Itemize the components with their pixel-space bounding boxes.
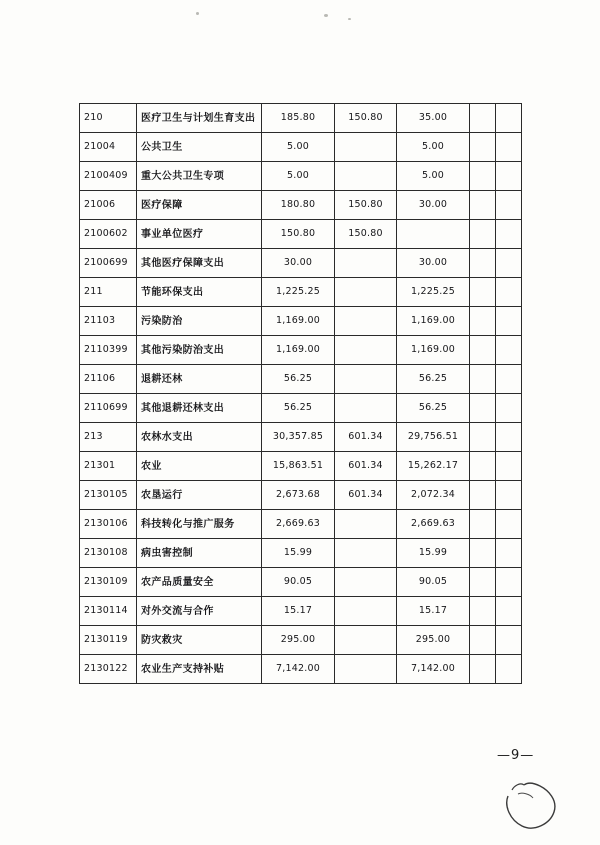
cell-value-total: 295.00 [262, 626, 335, 655]
cell-code: 2130122 [80, 655, 137, 684]
cell-value-project: 7,142.00 [397, 655, 470, 684]
cell-code: 2130108 [80, 539, 137, 568]
cell-code: 2100699 [80, 249, 137, 278]
cell-value-project: 1,225.25 [397, 278, 470, 307]
cell-value-project: 35.00 [397, 104, 470, 133]
cell-value-total: 1,169.00 [262, 336, 335, 365]
cell-name: 重大公共卫生专项 [137, 162, 262, 191]
cell-value-project: 29,756.51 [397, 423, 470, 452]
cell-extra-1 [470, 249, 496, 278]
cell-value-project [397, 220, 470, 249]
cell-extra-1 [470, 481, 496, 510]
cell-extra-2 [496, 336, 522, 365]
cell-name: 退耕还林 [137, 365, 262, 394]
cell-extra-2 [496, 655, 522, 684]
cell-name: 科技转化与推广服务 [137, 510, 262, 539]
cell-value-total: 150.80 [262, 220, 335, 249]
cell-extra-2 [496, 394, 522, 423]
cell-extra-2 [496, 539, 522, 568]
cell-value-basic [335, 307, 397, 336]
scan-speckle [196, 12, 199, 15]
cell-value-project: 56.25 [397, 365, 470, 394]
cell-extra-2 [496, 162, 522, 191]
cell-extra-1 [470, 365, 496, 394]
table-row [80, 133, 522, 162]
table-row [80, 655, 522, 684]
cell-extra-2 [496, 278, 522, 307]
cell-extra-1 [470, 133, 496, 162]
cell-value-basic [335, 655, 397, 684]
cell-value-total: 180.80 [262, 191, 335, 220]
cell-value-total: 30.00 [262, 249, 335, 278]
cell-name: 对外交流与合作 [137, 597, 262, 626]
cell-name: 医疗卫生与计划生育支出 [137, 104, 262, 133]
cell-code: 2130114 [80, 597, 137, 626]
cell-code: 21004 [80, 133, 137, 162]
scan-speckle [324, 14, 328, 17]
cell-extra-1 [470, 278, 496, 307]
cell-extra-1 [470, 452, 496, 481]
cell-extra-2 [496, 104, 522, 133]
cell-name: 农业生产支持补贴 [137, 655, 262, 684]
cell-value-project: 90.05 [397, 568, 470, 597]
budget-table-container [79, 103, 521, 684]
cell-value-total: 90.05 [262, 568, 335, 597]
cell-value-project: 5.00 [397, 133, 470, 162]
cell-value-project: 15.17 [397, 597, 470, 626]
cell-code: 21103 [80, 307, 137, 336]
cell-value-total: 30,357.85 [262, 423, 335, 452]
cell-value-total: 56.25 [262, 365, 335, 394]
cell-value-basic [335, 162, 397, 191]
table-row [80, 104, 522, 133]
cell-extra-2 [496, 510, 522, 539]
table-row [80, 336, 522, 365]
cell-value-project: 30.00 [397, 249, 470, 278]
cell-extra-2 [496, 133, 522, 162]
page-number: —9— [497, 748, 535, 763]
cell-code: 21106 [80, 365, 137, 394]
cell-value-total: 56.25 [262, 394, 335, 423]
cell-name: 医疗保障 [137, 191, 262, 220]
cell-value-basic [335, 394, 397, 423]
cell-value-total: 1,169.00 [262, 307, 335, 336]
cell-value-total: 15,863.51 [262, 452, 335, 481]
cell-value-basic [335, 336, 397, 365]
cell-extra-1 [470, 336, 496, 365]
cell-code: 2130105 [80, 481, 137, 510]
cell-name: 污染防治 [137, 307, 262, 336]
cell-extra-2 [496, 307, 522, 336]
cell-extra-2 [496, 568, 522, 597]
table-row [80, 423, 522, 452]
cell-value-project: 56.25 [397, 394, 470, 423]
cell-name: 农林水支出 [137, 423, 262, 452]
cell-value-total: 15.99 [262, 539, 335, 568]
cell-code: 2110699 [80, 394, 137, 423]
cell-extra-2 [496, 249, 522, 278]
table-row [80, 191, 522, 220]
cell-code: 2130119 [80, 626, 137, 655]
cell-value-project: 15,262.17 [397, 452, 470, 481]
cell-value-total: 2,673.68 [262, 481, 335, 510]
table-row [80, 162, 522, 191]
cell-code: 2130106 [80, 510, 137, 539]
cell-code: 2110399 [80, 336, 137, 365]
cell-value-project: 15.99 [397, 539, 470, 568]
cell-extra-2 [496, 452, 522, 481]
cell-value-project: 2,072.34 [397, 481, 470, 510]
cell-name: 其他医疗保障支出 [137, 249, 262, 278]
cell-extra-1 [470, 220, 496, 249]
cell-value-basic: 150.80 [335, 104, 397, 133]
cell-name: 农产品质量安全 [137, 568, 262, 597]
cell-name: 其他污染防治支出 [137, 336, 262, 365]
cell-value-total: 1,225.25 [262, 278, 335, 307]
cell-extra-1 [470, 568, 496, 597]
cell-extra-1 [470, 626, 496, 655]
cell-name: 病虫害控制 [137, 539, 262, 568]
cell-value-basic [335, 539, 397, 568]
cell-value-total: 15.17 [262, 597, 335, 626]
cell-value-basic [335, 133, 397, 162]
budget-table [79, 103, 522, 684]
cell-extra-1 [470, 423, 496, 452]
cell-extra-1 [470, 162, 496, 191]
table-row [80, 597, 522, 626]
cell-code: 210 [80, 104, 137, 133]
cell-extra-2 [496, 481, 522, 510]
cell-extra-1 [470, 510, 496, 539]
cell-extra-1 [470, 539, 496, 568]
cell-name: 公共卫生 [137, 133, 262, 162]
cell-value-basic [335, 568, 397, 597]
cell-name: 事业单位医疗 [137, 220, 262, 249]
cell-extra-1 [470, 104, 496, 133]
cell-value-basic [335, 597, 397, 626]
cell-value-basic: 601.34 [335, 423, 397, 452]
cell-extra-1 [470, 191, 496, 220]
cell-name: 其他退耕还林支出 [137, 394, 262, 423]
table-row [80, 539, 522, 568]
cell-code: 21301 [80, 452, 137, 481]
cell-extra-1 [470, 394, 496, 423]
table-row [80, 481, 522, 510]
cell-value-project: 295.00 [397, 626, 470, 655]
cell-value-basic [335, 249, 397, 278]
table-row [80, 568, 522, 597]
cell-value-basic [335, 365, 397, 394]
cell-extra-1 [470, 307, 496, 336]
table-row [80, 626, 522, 655]
cell-value-total: 5.00 [262, 162, 335, 191]
cell-value-basic [335, 510, 397, 539]
table-row [80, 365, 522, 394]
table-row [80, 452, 522, 481]
cell-extra-2 [496, 423, 522, 452]
handwritten-mark [500, 776, 564, 832]
cell-value-total: 185.80 [262, 104, 335, 133]
cell-code: 2100602 [80, 220, 137, 249]
cell-code: 211 [80, 278, 137, 307]
cell-value-total: 7,142.00 [262, 655, 335, 684]
table-row [80, 307, 522, 336]
cell-extra-2 [496, 626, 522, 655]
cell-value-basic: 601.34 [335, 481, 397, 510]
cell-code: 213 [80, 423, 137, 452]
cell-extra-2 [496, 365, 522, 394]
cell-value-project: 30.00 [397, 191, 470, 220]
table-row [80, 278, 522, 307]
table-row [80, 394, 522, 423]
cell-extra-2 [496, 597, 522, 626]
cell-value-project: 1,169.00 [397, 307, 470, 336]
cell-value-basic: 150.80 [335, 191, 397, 220]
cell-value-basic [335, 626, 397, 655]
table-row [80, 510, 522, 539]
cell-value-total: 2,669.63 [262, 510, 335, 539]
cell-name: 防灾救灾 [137, 626, 262, 655]
cell-name: 农垦运行 [137, 481, 262, 510]
cell-value-basic: 150.80 [335, 220, 397, 249]
cell-value-total: 5.00 [262, 133, 335, 162]
cell-code: 2130109 [80, 568, 137, 597]
cell-value-project: 1,169.00 [397, 336, 470, 365]
cell-extra-2 [496, 191, 522, 220]
cell-value-basic: 601.34 [335, 452, 397, 481]
table-row [80, 220, 522, 249]
cell-value-project: 5.00 [397, 162, 470, 191]
cell-value-project: 2,669.63 [397, 510, 470, 539]
cell-name: 节能环保支出 [137, 278, 262, 307]
cell-name: 农业 [137, 452, 262, 481]
table-row [80, 249, 522, 278]
cell-code: 21006 [80, 191, 137, 220]
cell-value-basic [335, 278, 397, 307]
cell-extra-2 [496, 220, 522, 249]
cell-code: 2100409 [80, 162, 137, 191]
scan-speckle [348, 18, 351, 20]
cell-extra-1 [470, 597, 496, 626]
cell-extra-1 [470, 655, 496, 684]
